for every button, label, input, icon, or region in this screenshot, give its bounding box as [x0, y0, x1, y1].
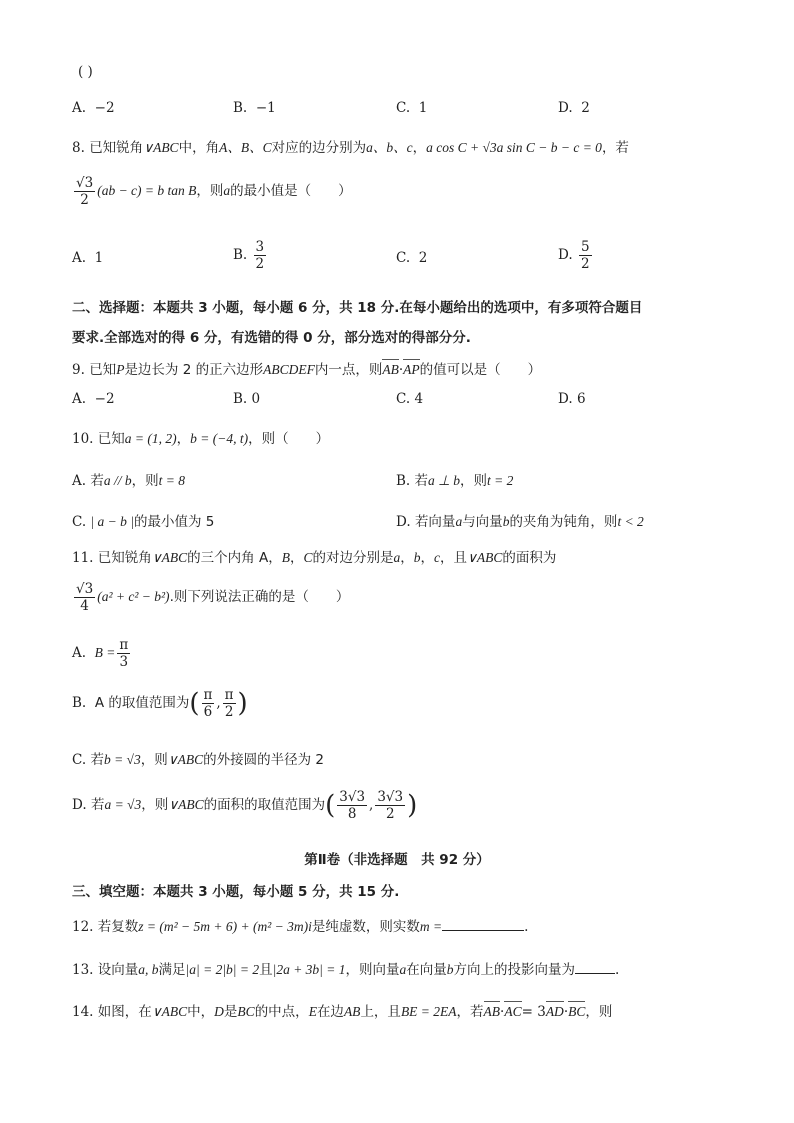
- q8-fraction: $\frac{√3}{2}$: [76, 175, 94, 209]
- q14-stem: 14. 如图，在∨ABC中，D是BC的中点，E在边AB上，且BE = 2EA，若AB·AC= 3AD·BC，则: [72, 1004, 613, 1020]
- q12-stem: 12. 若复数z = (m² − 5m + 6) + (m² − 3m)i是纯虚数，则实数m = .: [72, 919, 529, 935]
- q9-option-b: B. 0: [233, 391, 261, 407]
- q8-option-b: B. $\frac{3}{2}$: [233, 239, 265, 273]
- q11-option-d: D. 若a = √3，则∨ABC的面积的取值范围为( $\frac{3√3}{8}$ , $\frac{3√3}{2}$ ): [72, 789, 418, 823]
- q11-option-c: C. 若b = √3，则∨ABC的外接圆的半径为 2: [72, 752, 324, 768]
- q11-option-b: B. A 的取值范围为( $\frac{\pi}{6}$ , $\frac{\pi}{2}$ ): [72, 687, 248, 721]
- q9-option-a: A. −2: [72, 391, 115, 407]
- q11-stem-line2: $\frac{√3}{4}$ (a² + c² − b²).则下列说法正确的是（ ）: [76, 581, 350, 615]
- q9-option-d: D. 6: [558, 391, 586, 407]
- q11-option-a: A. B = $\frac{\pi}{3}$: [72, 637, 129, 671]
- q13-stem: 13. 设向量a, b满足|a| = 2|b| = 2且|2a + 3b| = 1，则向量a在向量b方向上的投影向量为 .: [72, 962, 620, 978]
- q13-answer-blank[interactable]: [575, 961, 615, 974]
- section2-heading-line1: 二、选择题：本题共 3 小题，每小题 6 分，共 18 分.在每小题给出的选项中，有多项符合题目: [72, 300, 643, 316]
- q8-option-a: A. 1: [72, 250, 104, 266]
- q11-stem-line1: 11. 已知锐角∨ABC的三个内角 A，B，C的对边分别是a，b，c，且∨ABC的面积为: [72, 550, 557, 566]
- q7-option-c: C. 1: [396, 100, 428, 116]
- section2-heading-line2: 要求.全部选对的得 6 分，有选错的得 0 分，部分选对的得部分分.: [72, 330, 471, 346]
- q12-answer-blank[interactable]: [442, 918, 524, 931]
- q8-option-c: C. 2: [396, 250, 428, 266]
- q7-option-d: D. 2: [558, 100, 590, 116]
- q9-option-c: C. 4: [396, 391, 424, 407]
- q9-stem: 9. 已知P是边长为 2 的正六边形ABCDEF内一点，则AB·AP的值可以是（ ）: [72, 362, 542, 378]
- q10-option-d: D. 若向量a与向量b的夹角为钝角，则t < 2: [396, 514, 644, 530]
- q10-option-c: C. | a − b |的最小值为 5: [72, 514, 215, 530]
- q11-fraction: $\frac{√3}{4}$: [76, 581, 94, 615]
- q7-option-a: A. −2: [72, 100, 115, 116]
- q8-stem-line2: $\frac{√3}{2}$ (ab − c) = b tan B，则a的最小值是（ ）: [76, 175, 352, 209]
- part2-title: 第Ⅱ卷（非选择题 共 92 分）: [304, 852, 490, 868]
- q10-stem: 10. 已知a = (1, 2)，b = (−4, t)，则（ ）: [72, 431, 330, 447]
- q7-option-b: B. −1: [233, 100, 276, 116]
- q10-option-a: A. 若a // b，则t = 8: [72, 473, 185, 489]
- q8-option-d: D. $\frac{5}{2}$: [558, 239, 590, 273]
- section3-heading: 三、填空题：本题共 3 小题，每小题 5 分，共 15 分.: [72, 884, 400, 900]
- q7-stem-tail: ( ): [78, 64, 93, 80]
- q8-stem-line1: 8. 已知锐角∨ABC中，角A、B、C对应的边分别为a、b、c，a cos C + √3a sin C − b − c = 0，若: [72, 140, 629, 156]
- q10-option-b: B. 若a ⊥ b，则t = 2: [396, 473, 514, 489]
